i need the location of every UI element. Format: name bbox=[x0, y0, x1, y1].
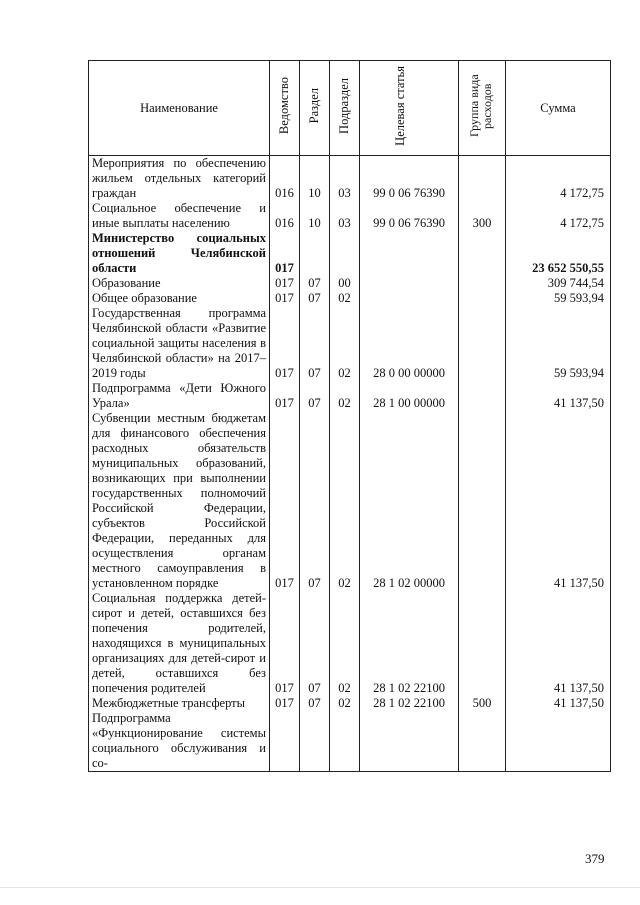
row-section: 07 bbox=[300, 291, 330, 306]
row-name: Подпрограмма «Функционирование системы социального обслуживания и со- bbox=[89, 711, 270, 772]
row-section: 07 bbox=[300, 276, 330, 291]
row-dept: 017 bbox=[270, 276, 300, 291]
header-target: Целевая статья bbox=[360, 61, 459, 156]
header-subsection: Подраздел bbox=[330, 61, 360, 156]
table-row bbox=[89, 306, 611, 381]
row-subsection: 02 bbox=[330, 306, 360, 381]
row-subsection: 03 bbox=[330, 201, 360, 231]
row-target: 99 0 06 76390 bbox=[360, 156, 459, 202]
row-subsection: 02 bbox=[330, 591, 360, 696]
row-dept: 017 bbox=[270, 231, 300, 276]
row-dept: 017 bbox=[270, 411, 300, 591]
row-group bbox=[459, 381, 506, 411]
row-group: 300 bbox=[459, 201, 506, 231]
row-name: Межбюджетные трансферты bbox=[89, 696, 270, 711]
footer-divider bbox=[0, 887, 640, 888]
row-target: 28 1 02 00000 bbox=[360, 411, 459, 591]
row-sum: 41 137,50 bbox=[506, 381, 611, 411]
table-row bbox=[89, 276, 611, 291]
row-section bbox=[300, 231, 330, 276]
page-number: 379 bbox=[585, 851, 605, 866]
row-sum: 59 593,94 bbox=[506, 306, 611, 381]
row-sum: 41 137,50 bbox=[506, 696, 611, 711]
row-section: 10 bbox=[300, 156, 330, 202]
row-name: Общее образование bbox=[89, 291, 270, 306]
row-subsection bbox=[330, 231, 360, 276]
row-dept: 017 bbox=[270, 291, 300, 306]
header-section: Раздел bbox=[300, 61, 330, 156]
row-target bbox=[360, 291, 459, 306]
table-row bbox=[89, 291, 611, 306]
row-sum bbox=[506, 711, 611, 772]
row-dept: 017 bbox=[270, 591, 300, 696]
table-row bbox=[89, 231, 611, 276]
row-sum: 4 172,75 bbox=[506, 201, 611, 231]
row-dept: 017 bbox=[270, 696, 300, 711]
table-header-row bbox=[89, 61, 611, 156]
header-name: Наименование bbox=[89, 61, 270, 156]
row-dept: 016 bbox=[270, 201, 300, 231]
row-subsection: 02 bbox=[330, 381, 360, 411]
row-name: Социальная поддержка детей-сирот и детей, оставшихся без попечения родителей, находящихся в муниципальных организациях для детей-сирот и детей, оставшихся без попечения родителей bbox=[89, 591, 270, 696]
row-group bbox=[459, 591, 506, 696]
budget-table bbox=[88, 60, 611, 772]
row-target: 99 0 06 76390 bbox=[360, 201, 459, 231]
row-section: 07 bbox=[300, 411, 330, 591]
row-target: 28 0 00 00000 bbox=[360, 306, 459, 381]
row-section bbox=[300, 711, 330, 772]
row-dept: 017 bbox=[270, 381, 300, 411]
table-row bbox=[89, 411, 611, 591]
header-dept: Ведомство bbox=[270, 61, 300, 156]
row-target: 28 1 02 22100 bbox=[360, 591, 459, 696]
row-target: 28 1 02 22100 bbox=[360, 696, 459, 711]
table-row bbox=[89, 591, 611, 696]
row-section: 07 bbox=[300, 381, 330, 411]
row-name: Образование bbox=[89, 276, 270, 291]
row-group bbox=[459, 231, 506, 276]
row-name: Мероприятия по обеспечению жильем отдельных категорий граждан bbox=[89, 156, 270, 202]
row-dept: 017 bbox=[270, 306, 300, 381]
table-row bbox=[89, 381, 611, 411]
row-section: 07 bbox=[300, 306, 330, 381]
header-group: Группа вида расходов bbox=[459, 61, 506, 156]
header-sum: Сумма bbox=[506, 61, 611, 156]
row-subsection: 02 bbox=[330, 291, 360, 306]
table-row bbox=[89, 201, 611, 231]
row-subsection: 02 bbox=[330, 696, 360, 711]
row-dept bbox=[270, 711, 300, 772]
row-section: 10 bbox=[300, 201, 330, 231]
table-row bbox=[89, 156, 611, 202]
row-group bbox=[459, 276, 506, 291]
row-group bbox=[459, 411, 506, 591]
row-name: Субвенции местным бюджетам для финансового обеспечения расходных обязательств муниципальных образований, возникающих при выполнении государственных полномочий Российской Федерации, субъектов Российской Федерации, переданных для осуществления органам местного самоуправления в установленном порядке bbox=[89, 411, 270, 591]
row-section: 07 bbox=[300, 696, 330, 711]
table-row bbox=[89, 696, 611, 711]
row-target: 28 1 00 00000 bbox=[360, 381, 459, 411]
row-subsection: 02 bbox=[330, 411, 360, 591]
row-group: 500 bbox=[459, 696, 506, 711]
row-target bbox=[360, 711, 459, 772]
row-subsection: 00 bbox=[330, 276, 360, 291]
row-group bbox=[459, 711, 506, 772]
row-target bbox=[360, 276, 459, 291]
row-sum: 59 593,94 bbox=[506, 291, 611, 306]
row-subsection bbox=[330, 711, 360, 772]
row-group bbox=[459, 306, 506, 381]
row-target bbox=[360, 231, 459, 276]
row-dept: 016 bbox=[270, 156, 300, 202]
row-sum: 41 137,50 bbox=[506, 411, 611, 591]
row-section: 07 bbox=[300, 591, 330, 696]
row-sum: 4 172,75 bbox=[506, 156, 611, 202]
row-group bbox=[459, 291, 506, 306]
row-group bbox=[459, 156, 506, 202]
row-name: Государственная программа Челябинской области «Развитие социальной защиты населения в Челябинской области» на 2017–2019 годы bbox=[89, 306, 270, 381]
table-row bbox=[89, 711, 611, 772]
row-subsection: 03 bbox=[330, 156, 360, 202]
row-name: Социальное обеспечение и иные выплаты населению bbox=[89, 201, 270, 231]
row-sum: 309 744,54 bbox=[506, 276, 611, 291]
row-name: Министерство социальных отношений Челябинской области bbox=[89, 231, 270, 276]
row-sum: 23 652 550,55 bbox=[506, 231, 611, 276]
row-sum: 41 137,50 bbox=[506, 591, 611, 696]
row-name: Подпрограмма «Дети Южного Урала» bbox=[89, 381, 270, 411]
